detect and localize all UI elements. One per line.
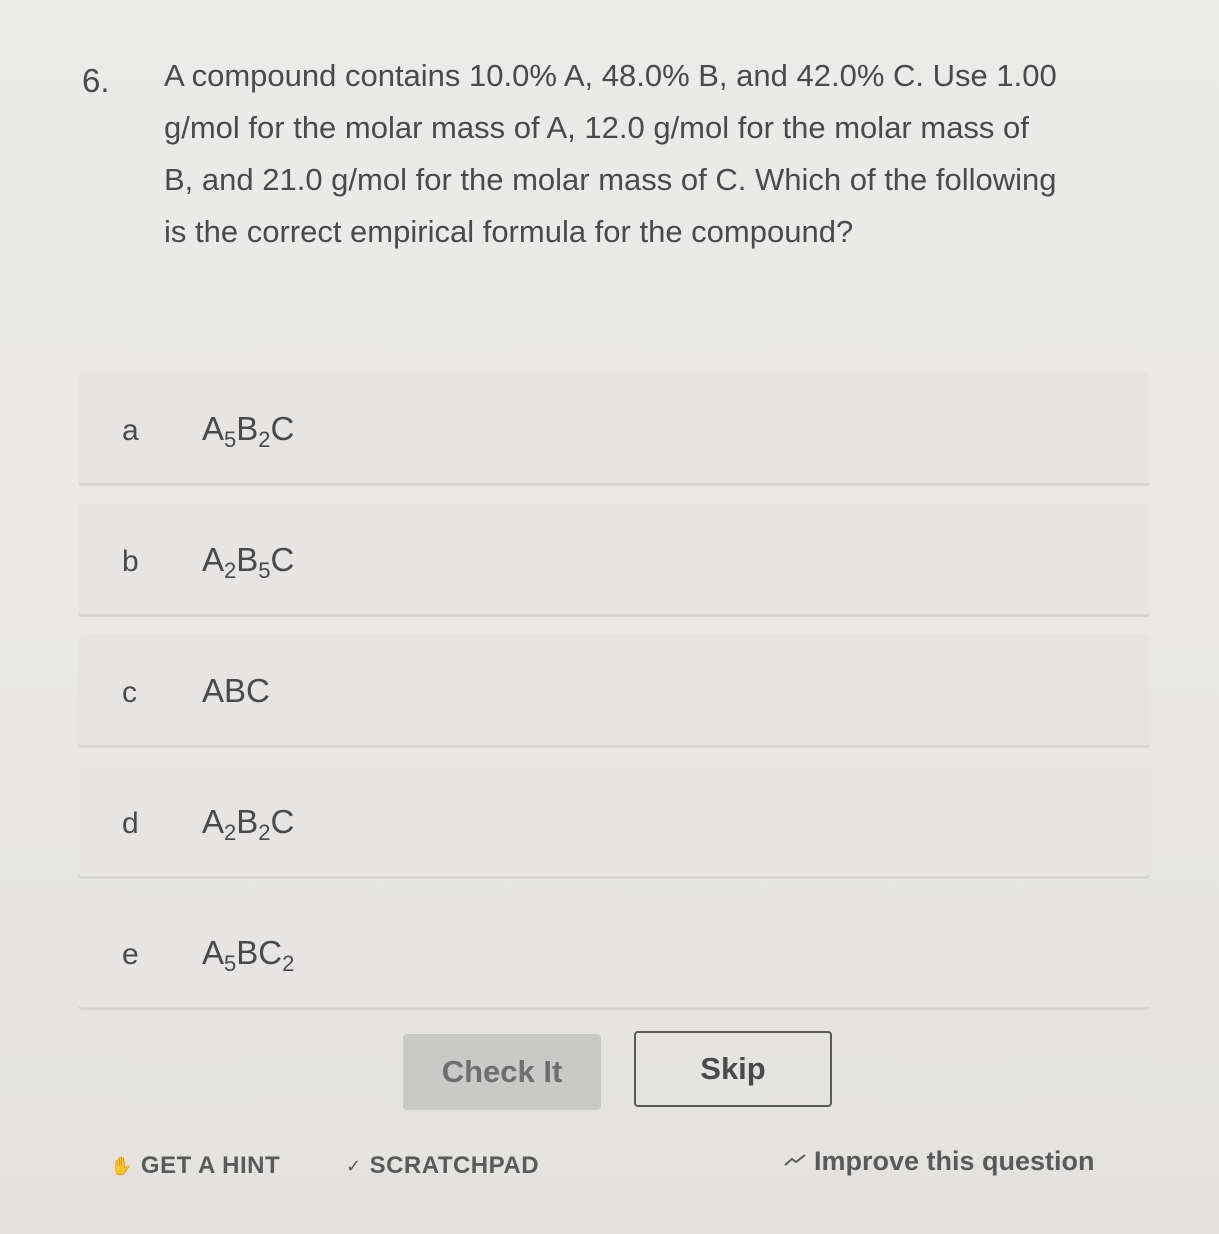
pencil-check-icon: ✓ [346,1155,362,1176]
option-e[interactable] [78,896,1150,1010]
skip-button[interactable]: Skip [634,1031,832,1107]
option-letter: d [122,807,139,840]
improve-question-label: Improve this question [814,1146,1095,1176]
option-a[interactable] [78,372,1150,486]
check-it-button[interactable]: Check It [403,1034,601,1110]
get-hint-label: GET A HINT [140,1152,281,1179]
question-text: A compound contains 10.0% A, 48.0% B, and 42.0% C. Use 1.00 g/mol for the molar mass of A, 12.0 g/mol for the molar mass of B, and 21.0 g/mol for the molar mass of C. Which of the following is the correct empirical formula for the compound? [164,58,1057,249]
option-d[interactable] [78,765,1150,879]
option-c[interactable] [78,634,1150,748]
option-letter: a [122,414,139,447]
get-hint-link[interactable] [110,1152,280,1180]
scratchpad-label: SCRATCHPAD [369,1152,540,1179]
option-letter: c [122,676,137,709]
scratchpad-link[interactable] [346,1152,539,1180]
option-letter: e [122,938,139,971]
option-formula: $A_5B_2C$ [202,410,295,452]
option-formula: ABC [202,672,270,709]
option-formula: $A_2B_5C$ [202,541,295,583]
question-number: 6. [82,62,110,99]
option-b[interactable] [78,503,1150,617]
option-letter: b [122,545,139,578]
hand-icon: ✋ [110,1155,133,1176]
answer-options [78,372,1150,1027]
improve-question-link[interactable] [784,1146,1095,1177]
trend-line-icon [784,1151,806,1172]
option-formula: $A_5BC_2$ [202,934,295,976]
option-formula: $A_2B_2C$ [202,803,295,845]
